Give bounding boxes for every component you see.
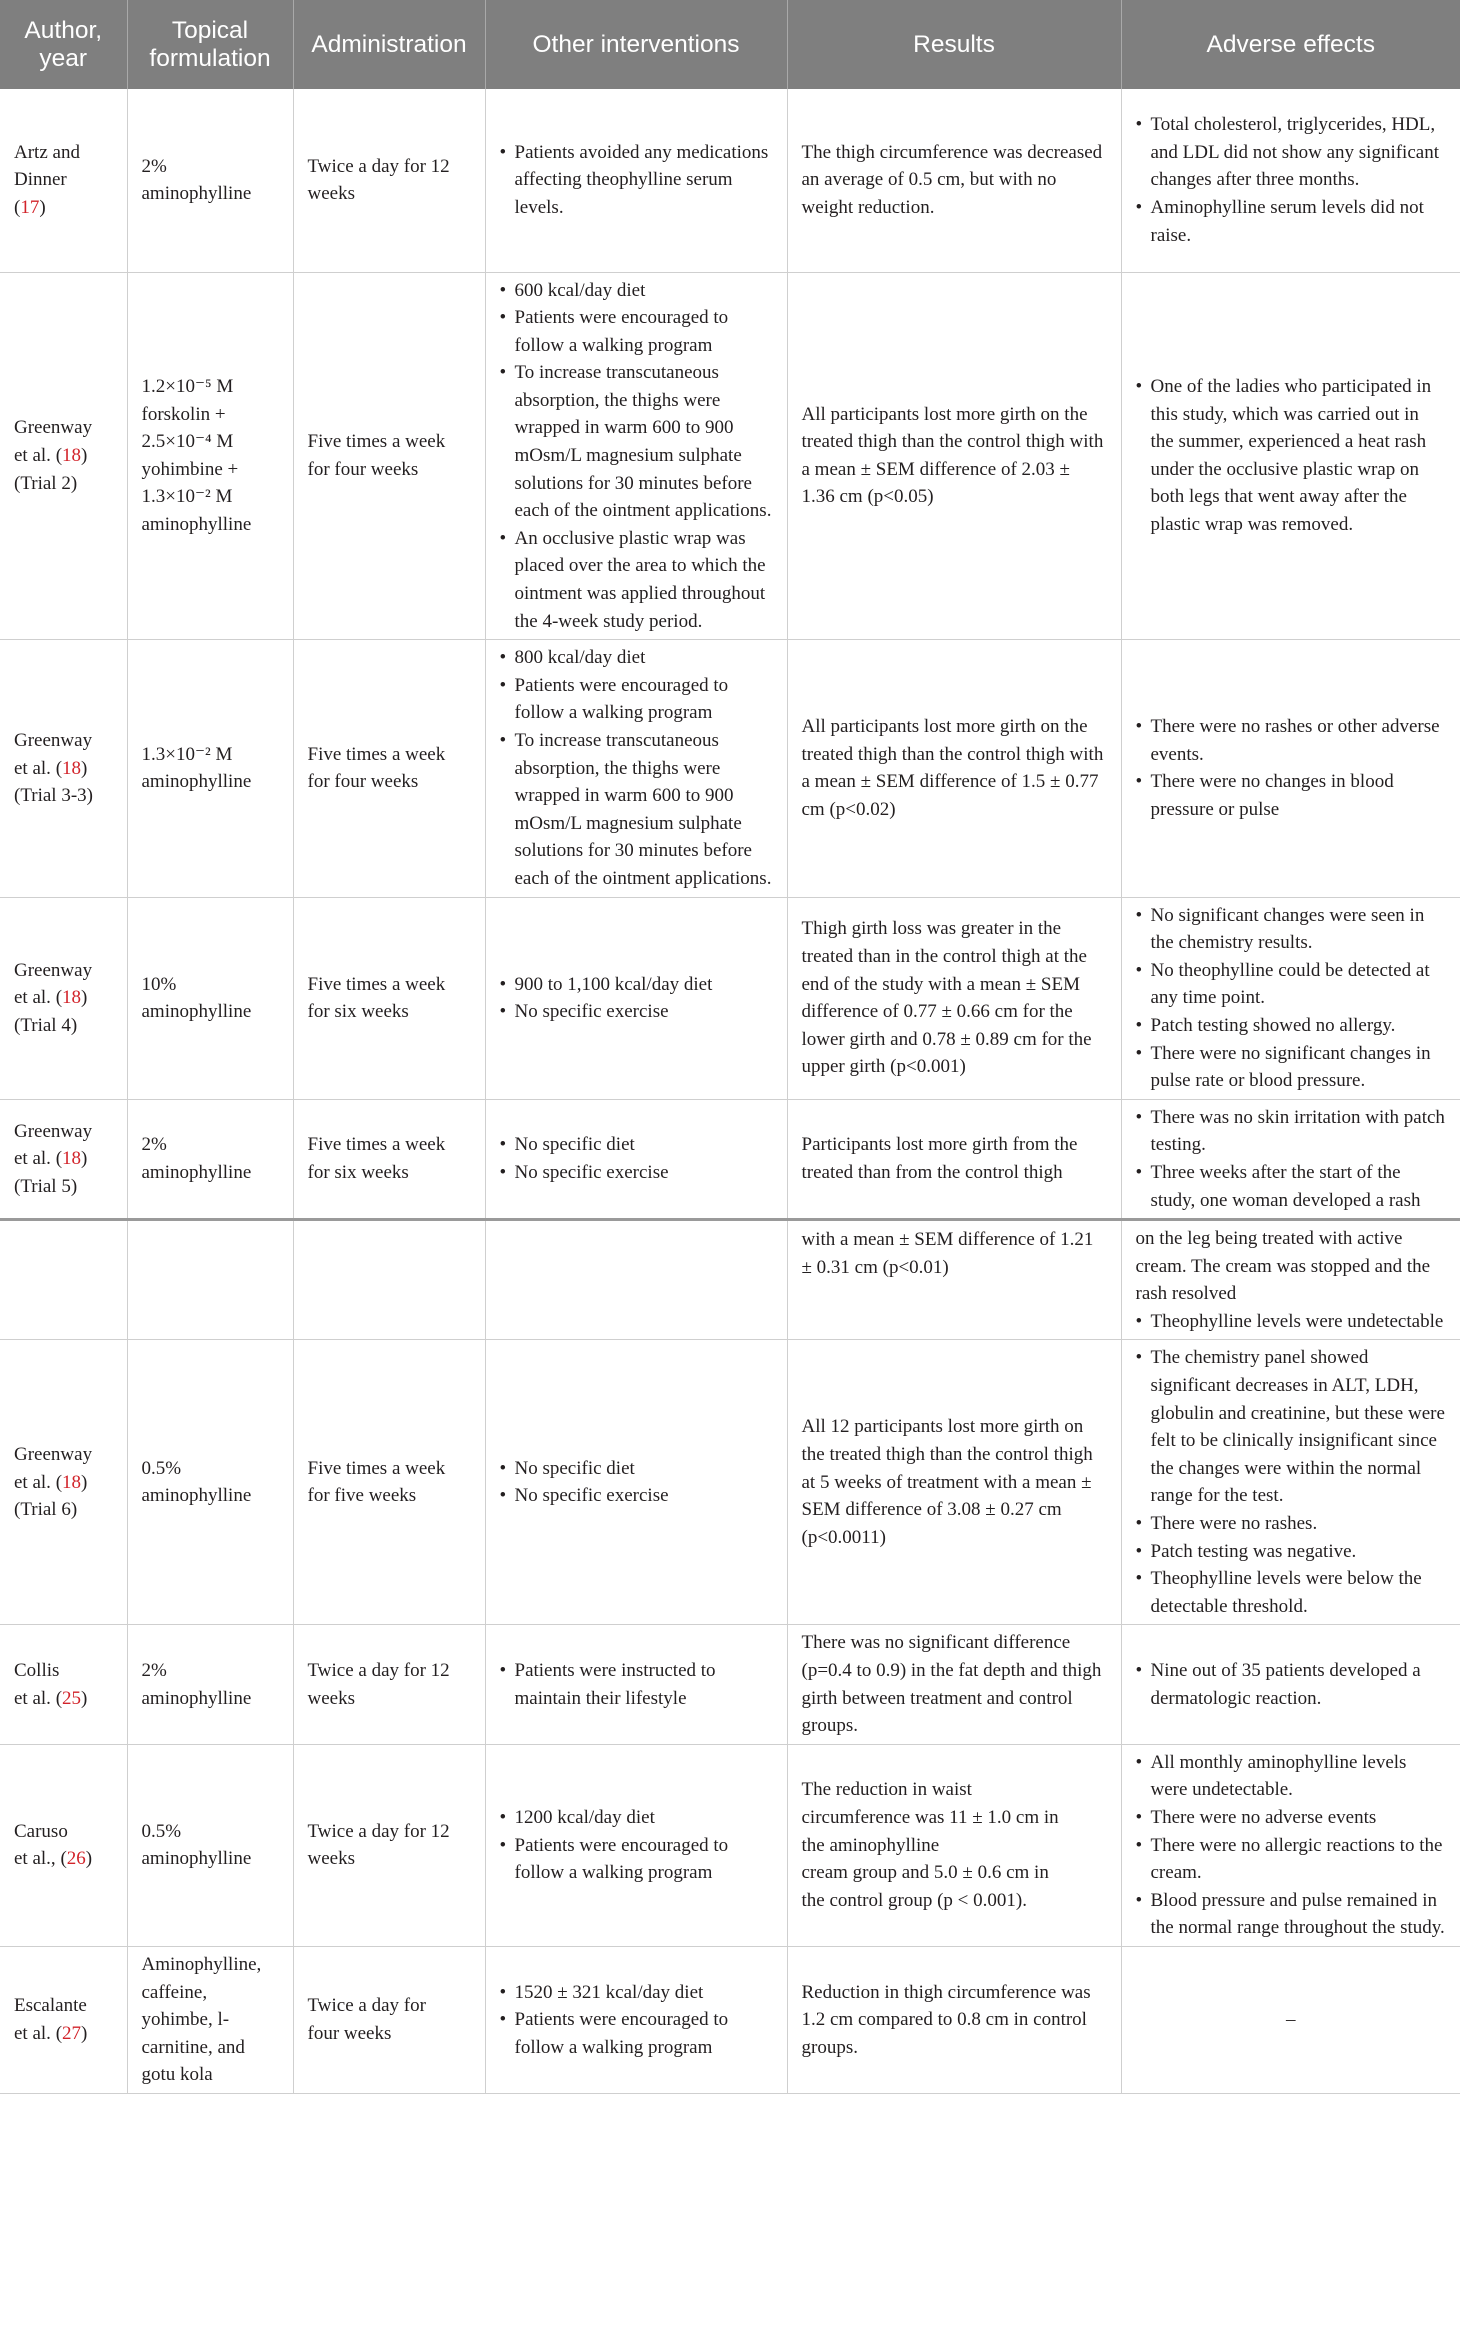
interventions-cell [485, 1625, 787, 1744]
adverse-effects-cell [1121, 1220, 1460, 1340]
formulation-cell: 2% aminophylline [127, 1099, 293, 1219]
administration-cell: Five times a week for five weeks [293, 1340, 485, 1625]
trial-label: (Trial 2) [14, 472, 78, 494]
formulation-cell: 1.2×10⁻⁵ M forskolin + 2.5×10⁻⁴ M yohimbine + 1.3×10⁻² M aminophylline [127, 272, 293, 640]
table-row [0, 897, 1460, 1099]
adverse-effects-cell [1121, 272, 1460, 640]
adverse-effects-cell [1121, 640, 1460, 897]
reference-link[interactable]: 18 [62, 445, 82, 467]
interventions-cell [485, 897, 787, 1099]
list-item: • No theophylline could be detected at any time point. [1136, 957, 1447, 1012]
results-cell: All participants lost more girth on the treated thigh than the control thigh with a mean ± SEM difference of 1.5 ± 0.77 cm (p<0.02) [787, 640, 1121, 897]
formulation-cell: 10% aminophylline [127, 897, 293, 1099]
author-name: Greenway et al. [14, 959, 93, 1009]
list-item: • Patch testing was negative. [1136, 1538, 1447, 1566]
header-author-year: Author, year [0, 0, 127, 89]
adverse-effects-cell: – [1121, 1946, 1460, 2093]
reference-link[interactable]: 27 [62, 2022, 82, 2044]
reference-link[interactable]: 25 [62, 1687, 82, 1709]
list-item: • Aminophylline serum levels did not raise. [1136, 194, 1447, 249]
author-cell: Caruso et al., (26) [0, 1744, 127, 1946]
trial-label: (Trial 5) [14, 1175, 78, 1197]
results-cell: Participants lost more girth from the treated than from the control thigh [787, 1099, 1121, 1219]
list-item: • Patients were encouraged to follow a walking program [500, 672, 773, 727]
list-item: • There were no significant changes in pulse rate or blood pressure. [1136, 1040, 1447, 1095]
list-item: • No specific diet [500, 1455, 773, 1483]
administration-cell: Twice a day for 12 weeks [293, 1744, 485, 1946]
reference-link[interactable]: 18 [62, 757, 82, 779]
adverse-effects-cell [1121, 1744, 1460, 1946]
results-cell: with a mean ± SEM difference of 1.21 ± 0.31 cm (p<0.01) [787, 1220, 1121, 1340]
interventions-cell [485, 272, 787, 640]
list-item: • There was no skin irritation with patch testing. [1136, 1104, 1447, 1159]
list-item: • No specific exercise [500, 998, 773, 1026]
author-cell: Greenway et al. (18) (Trial 6) [0, 1340, 127, 1625]
author-cell: Collis et al. (25) [0, 1625, 127, 1744]
table-row [0, 1625, 1460, 1744]
adverse-effects-cell [1121, 897, 1460, 1099]
list-item: • No specific exercise [500, 1159, 773, 1187]
formulation-cell: 2% aminophylline [127, 89, 293, 272]
list-item: • An occlusive plastic wrap was placed over the area to which the ointment was applied throughout the 4-week study period. [500, 525, 773, 635]
list-item: • Three weeks after the start of the study, one woman developed a rash [1136, 1159, 1447, 1214]
list-item: • No specific diet [500, 1131, 773, 1159]
list-item: • Patients were encouraged to follow a walking program [500, 2006, 773, 2061]
header-adverse-effects: Adverse effects [1206, 30, 1375, 58]
interventions-cell [485, 1099, 787, 1219]
author-cell: Greenway et al. (18) (Trial 5) [0, 1099, 127, 1219]
table-row [0, 1099, 1460, 1219]
table-row [0, 89, 1460, 272]
adverse-effects-cell [1121, 89, 1460, 272]
header-row [0, 0, 1460, 89]
adverse-effects-cell [1121, 1099, 1460, 1219]
list-item: • There were no adverse events [1136, 1804, 1447, 1832]
formulation-cell [127, 1220, 293, 1340]
list-item: • 1520 ± 321 kcal/day diet [500, 1979, 773, 2007]
author-cell: Greenway et al. (18) (Trial 4) [0, 897, 127, 1099]
author-name: Greenway et al. [14, 730, 93, 779]
administration-cell: Twice a day for four weeks [293, 1946, 485, 2093]
trial-label: (Trial 4) [14, 1014, 78, 1036]
table-row [0, 640, 1460, 897]
interventions-cell [485, 1744, 787, 1946]
list-item: • There were no changes in blood pressure or pulse [1136, 768, 1447, 823]
administration-cell: Twice a day for 12 weeks [293, 1625, 485, 1744]
table-row [0, 1340, 1460, 1625]
interventions-cell [485, 89, 787, 272]
formulation-cell: 0.5% aminophylline [127, 1744, 293, 1946]
author-cell [0, 1220, 127, 1340]
list-item: • No specific exercise [500, 1482, 773, 1510]
reference-link[interactable]: 17 [20, 197, 40, 219]
list-item: • One of the ladies who participated in this study, which was carried out in the summer, experienced a heat rash under the occlusive plastic wrap on both legs that went away after the plastic wrap was removed. [1136, 373, 1447, 539]
author-name: Greenway et al. [14, 1120, 93, 1170]
interventions-cell [485, 640, 787, 897]
results-cell: Reduction in thigh circumference was 1.2 cm compared to 0.8 cm in control groups. [787, 1946, 1121, 2093]
administration-cell: Twice a day for 12 weeks [293, 89, 485, 272]
list-item: • The chemistry panel showed significant decreases in ALT, LDH, globulin and creatinine, but these were felt to be clinically insignificant since the changes were within the normal range for the test. [1136, 1344, 1447, 1510]
list-item: • There were no rashes. [1136, 1510, 1447, 1538]
list-item: • 1200 kcal/day diet [500, 1804, 773, 1832]
list-item: • There were no allergic reactions to the cream. [1136, 1832, 1447, 1887]
reference-link[interactable]: 26 [66, 1848, 86, 1870]
author-name: Escalante et al. [14, 1995, 87, 2044]
list-item: • Patients avoided any medications affecting theophylline serum levels. [500, 139, 773, 222]
header-other-interventions: Other interventions [485, 0, 787, 89]
table-row [0, 1744, 1460, 1946]
table-row-continuation [0, 1220, 1460, 1340]
administration-cell: Five times a week for four weeks [293, 640, 485, 897]
table-row [0, 1946, 1460, 2093]
list-item: • Patients were encouraged to follow a walking program [500, 304, 773, 359]
header-topical-formulation: Topical formulation [127, 0, 293, 89]
list-item: • No significant changes were seen in the chemistry results. [1136, 902, 1447, 957]
list-item: • 800 kcal/day diet [500, 644, 773, 672]
table-row [0, 272, 1460, 640]
results-cell: All participants lost more girth on the treated thigh than the control thigh with a mean ± SEM difference of 2.03 ± 1.36 cm (p<0.05) [787, 272, 1121, 640]
header-administration: Administration [293, 0, 485, 89]
administration-cell: Five times a week for four weeks [293, 272, 485, 640]
results-cell: All 12 participants lost more girth on the treated thigh than the control thigh at 5 weeks of treatment with a mean ± SEM difference of 3.08 ± 0.27 cm (p<0.0011) [787, 1340, 1121, 1625]
author-cell: Greenway et al. (18) (Trial 3-3) [0, 640, 127, 897]
header-results: Results [787, 0, 1121, 89]
list-item: • There were no rashes or other adverse events. [1136, 713, 1447, 768]
list-item: • Patients were encouraged to follow a walking program [500, 1832, 773, 1887]
author-cell: Escalante et al. (27) [0, 1946, 127, 2093]
administration-cell: Five times a week for six weeks [293, 897, 485, 1099]
formulation-cell: Aminophylline, caffeine, yohimbe, l- carnitine, and gotu kola [127, 1946, 293, 2093]
author-name: Caruso et al., [14, 1820, 68, 1870]
results-cell: The reduction in waist circumference was 11 ± 1.0 cm in the aminophylline cream group and 5.0 ± 0.6 cm in the control group (p < 0.001). [787, 1744, 1121, 1946]
list-item: • Blood pressure and pulse remained in the normal range throughout the study. [1136, 1887, 1447, 1942]
administration-cell: Five times a week for six weeks [293, 1099, 485, 1219]
list-item: • To increase transcutaneous absorption, the thighs were wrapped in warm 600 to 900 mOsm/L magnesium sulphate solutions for 30 minutes before each of the ointment applications. [500, 359, 773, 525]
results-cell: Thigh girth loss was greater in the treated than in the control thigh at the end of the study with a mean ± SEM difference of 0.77 ± 0.66 cm for the lower girth and 0.78 ± 0.89 cm for the upper girth (p<0.001) [787, 897, 1121, 1099]
reference-link[interactable]: 18 [62, 987, 82, 1009]
author-name: Artz and Dinner [14, 141, 80, 191]
author-name: Greenway et al. [14, 417, 93, 467]
formulation-cell: 0.5% aminophylline [127, 1340, 293, 1625]
list-item: • Nine out of 35 patients developed a dermatologic reaction. [1136, 1657, 1447, 1712]
trial-label: (Trial 3-3) [14, 785, 93, 807]
list-item: • 600 kcal/day diet [500, 277, 773, 305]
interventions-cell [485, 1220, 787, 1340]
author-cell: Artz and Dinner (17) [0, 89, 127, 272]
list-item: • Total cholesterol, triglycerides, HDL, and LDL did not show any significant changes after three months. [1136, 111, 1447, 194]
results-cell: The thigh circumference was decreased an average of 0.5 cm, but with no weight reduction. [787, 89, 1121, 272]
interventions-cell [485, 1946, 787, 2093]
list-item: • Theophylline levels were below the detectable threshold. [1136, 1565, 1447, 1620]
list-item: • All monthly aminophylline levels were undetectable. [1136, 1749, 1447, 1804]
author-cell: Greenway et al. (18) (Trial 2) [0, 272, 127, 640]
list-item: • Patients were instructed to maintain their lifestyle [500, 1657, 773, 1712]
list-item: • To increase transcutaneous absorption, the thighs were wrapped in warm 600 to 900 mOsm/L magnesium sulphate solutions for 30 minutes before each of the ointment applications. [500, 727, 773, 893]
adverse-effects-cell [1121, 1340, 1460, 1625]
formulation-cell: 1.3×10⁻² M aminophylline [127, 640, 293, 897]
trial-label: (Trial 6) [14, 1499, 78, 1521]
results-cell: There was no significant difference (p=0.4 to 0.9) in the fat depth and thigh girth between treatment and control groups. [787, 1625, 1121, 1744]
reference-link[interactable]: 18 [62, 1148, 82, 1170]
author-name: Collis et al. [14, 1660, 60, 1709]
administration-cell [293, 1220, 485, 1340]
formulation-cell: 2% aminophylline [127, 1625, 293, 1744]
adverse-effects-cell [1121, 1625, 1460, 1744]
list-item: • 900 to 1,100 kcal/day diet [500, 971, 773, 999]
author-name: Greenway et al. [14, 1444, 93, 1493]
list-item: • Patch testing showed no allergy. [1136, 1012, 1447, 1040]
reference-link[interactable]: 18 [62, 1471, 82, 1493]
list-item: on the leg being treated with active cream. The cream was stopped and the rash resolved [1135, 1228, 1431, 1305]
list-item: • Theophylline levels were undetectable [1136, 1308, 1447, 1336]
interventions-cell [485, 1340, 787, 1625]
